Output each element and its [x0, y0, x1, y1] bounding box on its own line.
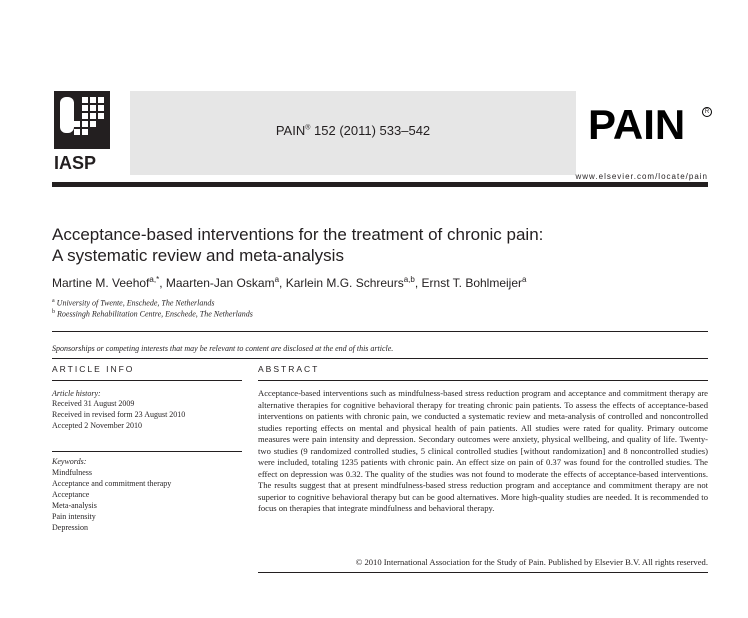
author: Karlein M.G. Schreurs: [285, 276, 404, 290]
divider: [52, 331, 708, 332]
keyword: Depression: [52, 523, 88, 532]
article-info-heading: ARTICLE INFO: [52, 364, 135, 374]
copyright-line: © 2010 International Association for the Study of Pain. Published by Elsevier B.V. All rights reserved.: [355, 557, 708, 567]
affiliation: $^b$ Roessingh Rehabilitation Centre, Enschede, The Netherlands: [52, 309, 253, 319]
divider: [258, 572, 708, 573]
keyword: Mindfulness: [52, 468, 92, 477]
divider: [52, 358, 708, 359]
author: Ernst T. Bohlmeijer: [421, 276, 523, 290]
author-list: Martine M. Veehof$^{a,*}$, Maarten-Jan Oskam$^a$, Karlein M.G. Schreurs$^{a,b}$, Ernst T. Bohlmeijer$^a$: [52, 275, 527, 290]
affiliation: $^a$ University of Twente, Enschede, The Netherlands: [52, 298, 215, 308]
author: Martine M. Veehof: [52, 276, 150, 290]
header-rule: [52, 182, 708, 187]
keyword: Acceptance and commitment therapy: [52, 479, 172, 488]
journal-citation: PAIN® 152 (2011) 533–542: [275, 123, 431, 138]
svg-text:IASP: IASP: [54, 153, 97, 173]
iasp-logo: [52, 91, 112, 175]
divider: [52, 380, 242, 381]
history-revised: Received in revised form 23 August 2010: [52, 410, 186, 419]
article-title: Acceptance-based interventions for the treatment of chronic pain: A systematic review and meta-analysis: [52, 225, 544, 265]
pain-journal-logo: PAIN: [588, 101, 686, 148]
keyword: Pain intensity: [52, 512, 96, 521]
abstract-text: Acceptance-based interventions such as mindfulness-based stress reduction program and acceptance and commitment therapy are alternative therapies for cognitive behavioral therapy for treating chronic pain patients. To assess the effects of acceptance-based interventions on patients with chronic pain, we conducted a systematic review and meta-analysis of controlled and noncontrolled studies reporting effects on mental and physical health of pain patients. All studies were rated for quality. Primary outcome measures were pain intensity and depression. Secondary outcomes were anxiety, physical wellbeing, and quality of life. Twenty-two studies (9 randomized controlled studies, 5 clinical controlled studies [without randomization] and 8 noncontrolled studies) were included, totaling 1235 patients with chronic pain. An effect size on pain of 0.37 was found for the controlled studies. The effect on depression was 0.32. The quality of the studies was not found to moderate the effects of acceptance-based interventions. The results suggest that at present mindfulness-based stress reduction program and acceptance and commitment therapy are not superior to cognitive behavioral therapy but can be good alternatives. More high-quality studies are needed. It is recommended to focus on therapies that integrate mindfulness and behavioral therapy.: [258, 388, 708, 513]
abstract-heading: ABSTRACT: [258, 364, 320, 374]
keywords-label: Keywords:: [52, 457, 87, 466]
history-received: Received 31 August 2009: [52, 399, 135, 408]
history-accepted: Accepted 2 November 2010: [52, 421, 142, 430]
divider: [258, 380, 708, 381]
keyword: Meta-analysis: [52, 501, 97, 510]
author: Maarten-Jan Oskam: [165, 276, 275, 290]
journal-url[interactable]: www.elsevier.com/locate/pain: [575, 172, 708, 181]
divider: [52, 451, 242, 452]
sponsorship-note: Sponsorships or competing interests that may be relevant to content are disclosed at the end of this article.: [52, 344, 394, 353]
keyword: Acceptance: [52, 490, 90, 499]
history-label: Article history:: [52, 389, 101, 398]
registered-mark-icon: R: [702, 107, 712, 117]
